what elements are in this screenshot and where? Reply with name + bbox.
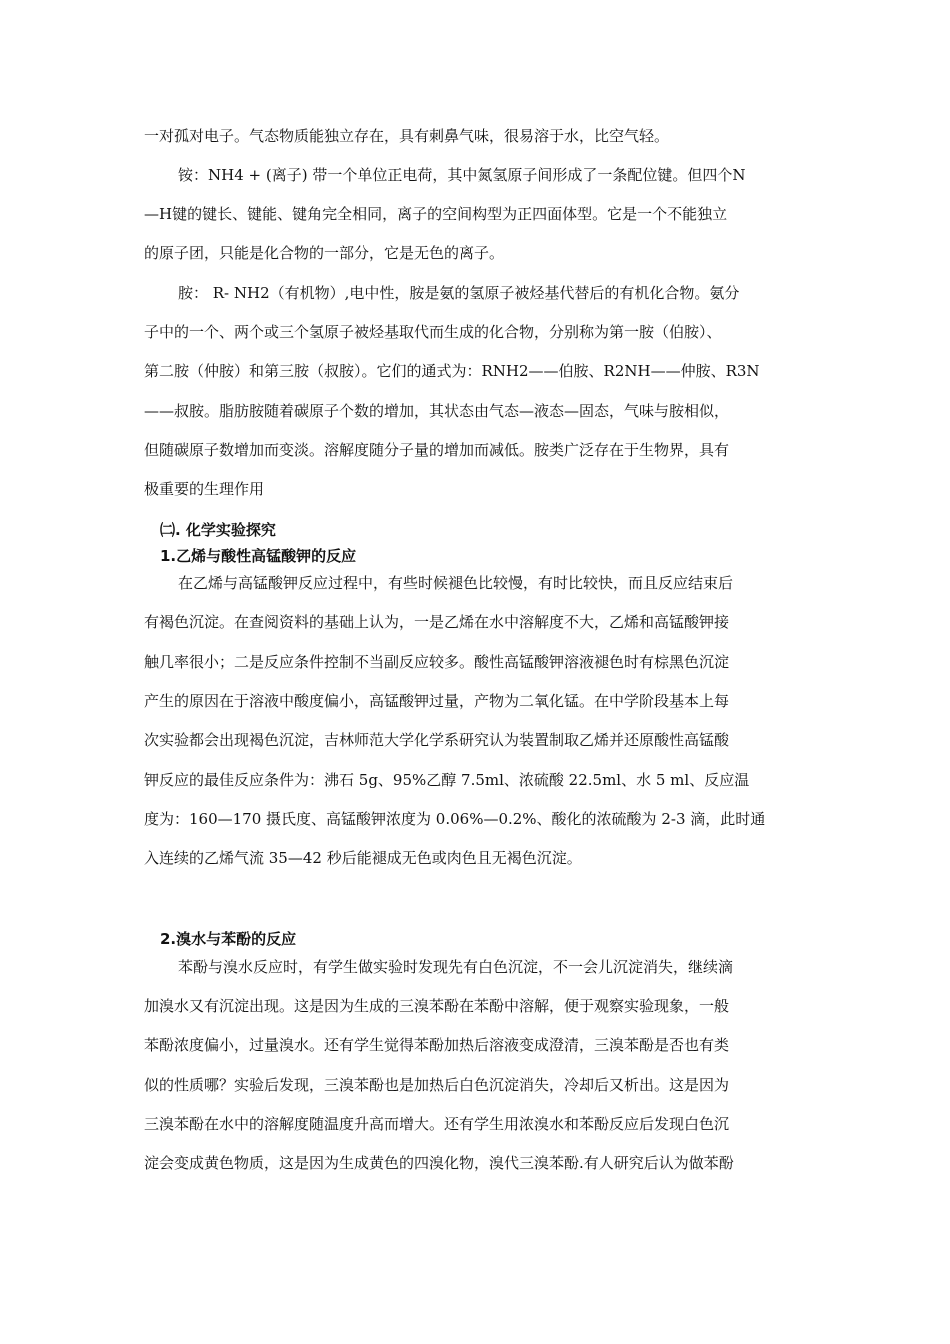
paragraph-line: 加溴水又有沉淀出现。这是因为生成的三溴苯酚在苯酚中溶解，便于观察实验现象，一般: [144, 997, 730, 1015]
paragraph-line: 铵：NH4 + (离子) 带一个单位正电荷，其中氮氢原子间形成了一条配位键。但四个N: [178, 166, 746, 184]
paragraph-line: 苯酚与溴水反应时，有学生做实验时发现先有白色沉淀，不一会儿沉淀消失，继续滴: [178, 958, 734, 976]
paragraph-line: —H键的键长、键能、键角完全相同，离子的空间构型为正四面体型。它是一个不能独立: [144, 205, 728, 223]
paragraph-line: 在乙烯与高锰酸钾反应过程中，有些时候褪色比较慢，有时比较快，而且反应结束后: [178, 574, 734, 592]
paragraph-line: 极重要的生理作用: [144, 480, 265, 498]
paragraph-line: 触几率很小；二是反应条件控制不当副反应较多。酸性高锰酸钾溶液褪色时有棕黑色沉淀: [144, 653, 730, 671]
paragraph-line: 入连续的乙烯气流 35—42 秒后能褪成无色或肉色且无褐色沉淀。: [144, 849, 582, 867]
paragraph-line: 苯酚浓度偏小，过量溴水。还有学生觉得苯酚加热后溶液变成澄清，三溴苯酚是否也有类: [144, 1036, 730, 1054]
paragraph-line: 淀会变成黄色物质，这是因为生成黄色的四溴化物，溴代三溴苯酚.有人研究后认为做苯酚: [144, 1154, 734, 1172]
paragraph-line: 度为：160—170 摄氏度、高锰酸钾浓度为 0.06%—0.2%、酸化的浓硫酸为 2-3 滴，此时通: [144, 810, 766, 828]
paragraph-line: 产生的原因在于溶液中酸度偏小，高锰酸钾过量，产物为二氧化锰。在中学阶段基本上每: [144, 692, 730, 710]
paragraph-line: 胺： R- NH2（有机物）,电中性，胺是氨的氢原子被烃基代替后的有机化合物。氨分: [178, 284, 740, 302]
paragraph-line: 子中的一个、两个或三个氢原子被烃基取代而生成的化合物，分别称为第一胺（伯胺）、: [144, 323, 722, 341]
experiment-1-title: 1.乙烯与酸性高锰酸钾的反应: [160, 547, 357, 565]
paragraph-line: 一对孤对电子。气态物质能独立存在，具有刺鼻气味，很易溶于水，比空气轻。: [144, 127, 670, 145]
paragraph-line: ——叔胺。脂肪胺随着碳原子个数的增加，其状态由气态—液态—固态，气味与胺相似，: [144, 402, 730, 420]
paragraph-line: 次实验都会出现褐色沉淀，吉林师范大学化学系研究认为装置制取乙烯并还原酸性高锰酸: [144, 731, 730, 749]
paragraph-line: 似的性质哪？实验后发现，三溴苯酚也是加热后白色沉淀消失，冷却后又析出。这是因为: [144, 1076, 730, 1094]
paragraph-line: 但随碳原子数增加而变淡。溶解度随分子量的增加而减低。胺类广泛存在于生物界，具有: [144, 441, 730, 459]
section-heading: ㈡. 化学实验探究: [160, 521, 276, 539]
paragraph-line: 第二胺（仲胺）和第三胺（叔胺）。它们的通式为：RNH2——伯胺、R2NH——仲胺、R3N: [144, 362, 760, 380]
paragraph-line: 三溴苯酚在水中的溶解度随温度升高而增大。还有学生用浓溴水和苯酚反应后发现白色沉: [144, 1115, 730, 1133]
experiment-2-title: 2.溴水与苯酚的反应: [160, 930, 297, 948]
paragraph-line: 有褐色沉淀。在查阅资料的基础上认为，一是乙烯在水中溶解度不大，乙烯和高锰酸钾接: [144, 613, 730, 631]
paragraph-line: 的原子团，只能是化合物的一部分，它是无色的离子。: [144, 244, 505, 262]
paragraph-line: 钾反应的最佳反应条件为：沸石 5g、95%乙醇 7.5ml、浓硫酸 22.5ml、水 5 ml、反应温: [144, 771, 750, 789]
